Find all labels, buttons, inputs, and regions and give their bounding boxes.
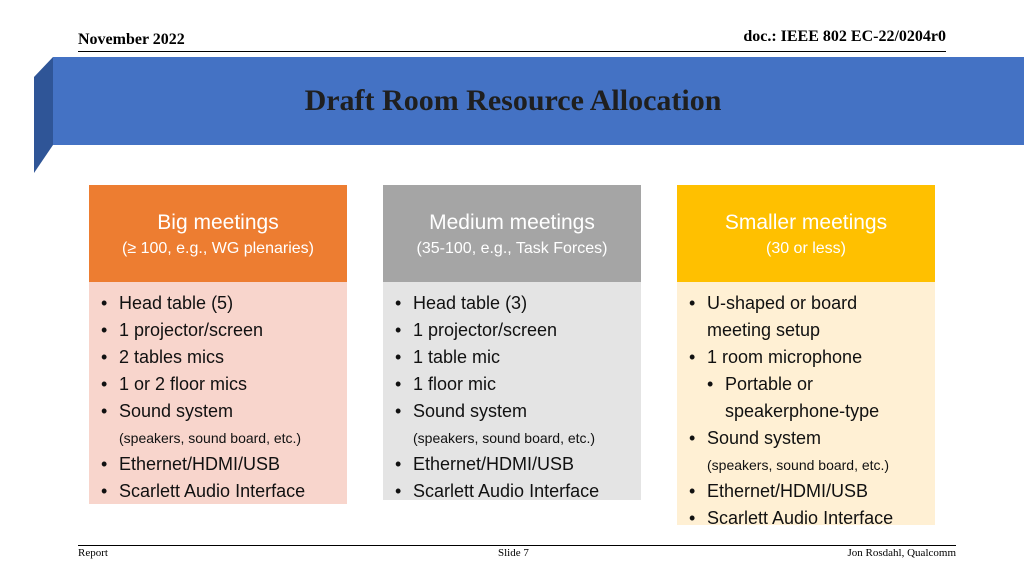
card-big-body [89,282,347,504]
card-small-subtitle: (30 or less) [765,239,847,257]
list-item-note: (speakers, sound board, etc.) [119,430,302,446]
banner-fold-decoration [34,57,54,173]
list-item: • Head table (3) [395,290,631,317]
card-big-header [89,185,347,282]
list-item: • 1 projector/screen [101,317,337,344]
footer-divider [78,545,956,546]
card-big-meetings [89,185,347,504]
footer-left: Report [78,547,108,559]
card-small-title: Smaller meetings [724,210,888,234]
list-item: • 1 table mic [395,344,631,371]
card-medium-title: Medium meetings [429,210,595,234]
card-medium-meetings [383,185,641,500]
list-item: • 1 or 2 floor mics [101,371,337,398]
card-medium-subtitle: (35-100, e.g., Task Forces) [416,239,608,257]
list-subitem: • Portable or [689,371,925,398]
list-item-note: (speakers, sound board, etc.) [707,457,890,473]
list-item: • Head table (5) [101,290,337,317]
list-subitem-continuation: speakerphone-type [725,401,880,421]
card-smaller-meetings [677,185,935,528]
list-item: • Ethernet/HDMI/USB [101,451,337,478]
list-item: • 1 floor mic [395,371,631,398]
list-item: • 2 tables mics [101,344,337,371]
list-item: • Sound system [101,398,337,425]
list-item: • Scarlett Audio Interface [101,478,337,505]
list-item: • Scarlett Audio Interface [395,478,631,505]
list-item-note: (speakers, sound board, etc.) [413,430,596,446]
list-item: • U-shaped or board [689,290,925,317]
card-medium-body [383,282,641,500]
card-medium-header [383,185,641,282]
header-divider [78,51,946,52]
list-item: • 1 projector/screen [395,317,631,344]
card-big-subtitle: (≥ 100, e.g., WG plenaries) [122,239,314,257]
list-item: • Sound system [395,398,631,425]
slide-title: Draft Room Resource Allocation [304,84,722,117]
list-item: • Ethernet/HDMI/USB [395,451,631,478]
list-item-continuation: meeting setup [707,320,821,340]
list-item: • Ethernet/HDMI/USB [689,478,925,505]
card-small-header [677,185,935,282]
list-item: • 1 room microphone [689,344,925,371]
list-item: • Scarlett Audio Interface [689,505,925,532]
footer-author: Jon Rosdahl, Qualcomm [847,547,956,559]
card-big-title: Big meetings [157,210,279,234]
list-item: • Sound system [689,425,925,452]
card-small-body [677,282,935,528]
header-doc-id: doc.: IEEE 802 EC-22/0204r0 [743,28,946,45]
header-date: November 2022 [78,31,185,48]
footer-slide-number: Slide 7 [498,547,529,559]
